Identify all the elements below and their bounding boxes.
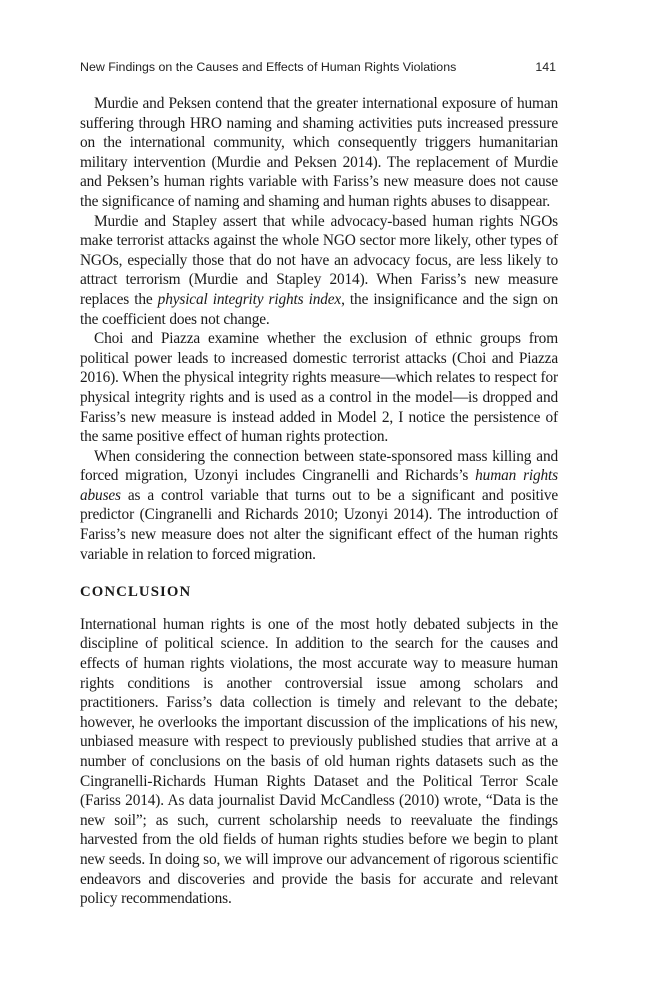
body-text: [80, 94, 558, 909]
section-heading: CONCLUSION: [80, 584, 192, 601]
italic-term: physical integrity rights index: [157, 290, 342, 308]
paragraph-text: Murdie and Stapley assert that while advocacy-based human rights NGOs make terrorist attacks against the whole NGO sector more likely, other types of NGOs, especially those that do not have an advocacy focus, are less likely to attract terrorism (Murdie and Stapley 2014). When Fariss’s new measure replaces the: [80, 212, 558, 308]
running-header: [80, 60, 560, 80]
paragraph-murdie-peksen: Murdie and Peksen contend that the greater international exposure of human suffering through HRO naming and shaming activities puts increased pressure on the international community, which consequently triggers humanitarian military intervention (Murdie and Peksen 2014). The replacement of Murdie and Peksen’s human rights variable with Fariss’s new measure does not cause the significance of naming and shaming and human rights abuses to disappear.: [80, 95, 558, 210]
paragraph-uzonyi: [80, 447, 558, 565]
running-title: New Findings on the Causes and Effects of Human Rights Violations: [80, 60, 457, 74]
paragraph-text: When considering the connection between state-sponsored mass killing and forced migration, Uzonyi includes Cingranelli and Richards’s: [80, 447, 558, 485]
italic-term: human rights abuses: [80, 467, 558, 504]
paragraph-text: , the insignificance and the sign on the coefficient does not change.: [80, 290, 558, 328]
page-number: 141: [535, 60, 556, 74]
paragraph-choi-piazza: Choi and Piazza examine whether the exclusion of ethnic groups from political power leads to increased domestic terrorist attacks (Choi and Piazza 2016). When the physical integrity rights measure—which relates to respect for physical integrity rights and is used as a control in the model—is dropped and Fariss’s new measure is instead added in Model 2, I notice the persistence of the same positive effect of human rights protection.: [80, 330, 558, 446]
paragraph-text: as a control variable that turns out to be a significant and positive predictor (Cingranelli and Richards 2010; Uzonyi 2014). The introduction of Fariss’s new measure does not alter the significant effect of the human rights variable in relation to forced migration.: [80, 486, 558, 563]
paragraph-conclusion: International human rights is one of the most hotly debated subjects in the discipline of political science. In addition to the search for the causes and effects of human rights violations, the most accurate way to measure human rights conditions is another controversial issue among scholars and practitioners. Fariss’s data collection is timely and relevant to the debate; however, he overlooks the important discussion of the implications of his new, unbiased measure with respect to previously published studies that arrive at a number of conclusions on the basis of old human rights datasets such as the Cingranelli-Richards Human Rights Dataset and the Political Terror Scale (Fariss 2014). As data journalist David McCandless (2010) wrote, “Data is the new soil”; as such, current scholarship needs to reevaluate the findings harvested from the old fields of human rights studies before we begin to plant new seeds. In doing so, we will improve our advancement of rigorous scientific endeavors and discoveries and provide the basis for accurate and relevant policy recommendations.: [80, 615, 558, 908]
paragraph-murdie-stapley: [80, 212, 558, 330]
